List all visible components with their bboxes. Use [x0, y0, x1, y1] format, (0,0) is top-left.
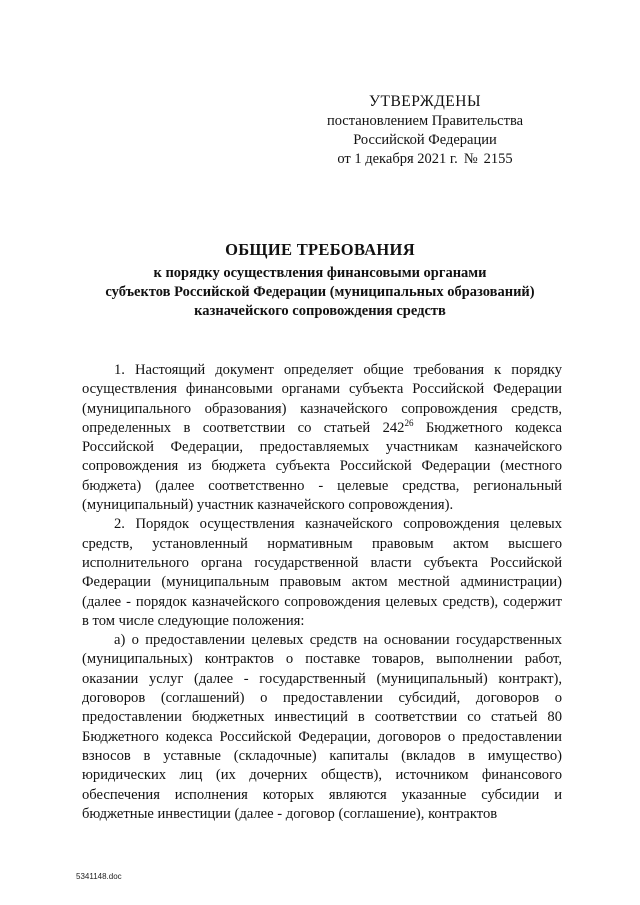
document-title: ОБЩИЕ ТРЕБОВАНИЯ	[225, 240, 415, 259]
document-body	[82, 361, 562, 824]
paragraph-3: а) о предоставлении целевых средств на основании государственных (муниципальных) контрактов о поставке товаров, выполнении работ, оказании услуг (далее - государственный (муниципальный) контракт), договоров (соглашений) о предоставлении субсидий, договоров о предоставлении бюджетных инвестиций в соответствии со статьей 80 Бюджетного кодекса Российской Федерации, договоров о предоставлении взносов в уставные (складочные) капиталы (вкладов в имущество) юридических лиц (их дочерних обществ), источником финансового обеспечения исполнения которых являются указанные субсидии и бюджетные инвестиции (далее - договор (соглашение), контрактов	[82, 632, 562, 822]
approval-date-line	[300, 150, 550, 169]
paragraph-1-text-a: 1. Настоящий документ определяет общие требования к порядку осуществления финансовыми органами субъекта Российской Федерации (муниципального образования) казначейского сопровождения средств, определенных в соответствии со статьей 242	[82, 362, 562, 436]
paragraph-1	[82, 361, 562, 515]
approval-date: от 1 декабря 2021 г.	[337, 151, 458, 167]
paragraph-1-text-b: Бюджетного кодекса Российской Федерации, предоставляемых участникам казначейского сопровождения из бюджета субъекта Российской Федерации (местного бюджета) (далее соответственно - целевые средства, региональный (муниципальный) участник казначейского сопровождения).	[82, 419, 562, 514]
subtitle-line-2: субъектов Российской Федерации (муниципальных образований)	[105, 284, 535, 300]
footer-filename: 5341148.doc	[76, 872, 122, 881]
document-subtitle	[60, 264, 580, 321]
paragraph-2: 2. Порядок осуществления казначейского сопровождения целевых средств, установленный нормативным правовым актом высшего исполнительного органа государственной власти субъекта Российской Федерации (муниципальным правовым актом местной администрации) (далее - порядок казначейского сопровождения целевых средств), содержит в том числе следующие положения:	[82, 516, 562, 629]
approval-number: 2155	[483, 151, 513, 167]
approval-line-1: постановлением Правительства	[326, 113, 524, 129]
article-superscript: 26	[404, 417, 414, 428]
approval-heading: УТВЕРЖДЕНЫ	[369, 93, 481, 110]
approval-number-sign: №	[463, 151, 478, 167]
subtitle-line-3: казначейского сопровождения средств	[194, 303, 446, 319]
approval-line-2: Российской Федерации	[353, 132, 497, 148]
approval-stamp	[300, 92, 550, 169]
subtitle-line-1: к порядку осуществления финансовыми органами	[153, 265, 487, 281]
